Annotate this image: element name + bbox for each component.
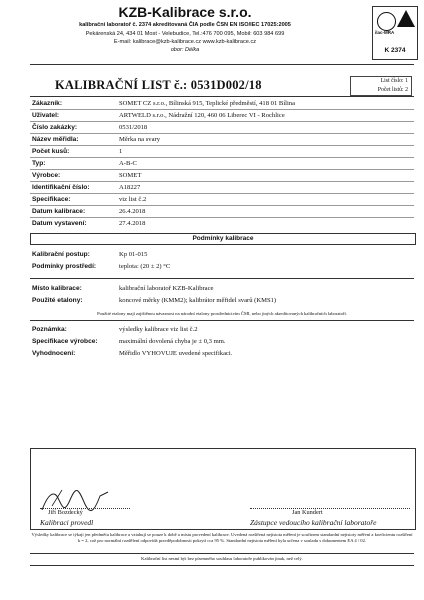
ilac-icon: [377, 12, 396, 31]
field-label: Kalibrační postup:: [32, 251, 90, 258]
accreditation-line: kalibrační laboratoř č. 2374 akreditovaná ČIA podle ČSN EN ISO/IEC 17025:2005: [79, 22, 291, 28]
left-signer-name: Jiří Bozdecký: [48, 509, 83, 516]
address-line: Pekárenská 24, 434 01 Most - Velebudice, Tel.:476 700 095, Mobil: 603 984 699: [85, 31, 285, 37]
sheet-info: [350, 76, 412, 96]
ilac-label: ilac-MRA: [375, 30, 395, 35]
field-value: A-B-C: [119, 160, 137, 167]
field-label: Uživatel:: [32, 112, 60, 119]
field-instrument-name: [30, 134, 414, 146]
footer-publication-note: Kalibrační list nesmí být bez písemného souhlasu laboratoře publikován jinak, než celý.: [141, 556, 303, 561]
field-value: Měřidlo VYHOVUJE uvedené specifikaci.: [119, 350, 233, 357]
field-label: Datum kalibrace:: [32, 208, 86, 215]
field-label: Specifikace:: [32, 196, 71, 203]
field-value: Kp 01-015: [119, 251, 148, 258]
field-value: Měrka na svary: [119, 136, 161, 143]
field-label: Výrobce:: [32, 172, 61, 179]
field-value: A18227: [119, 184, 141, 191]
field-customer: [30, 98, 414, 110]
field-order-number: [30, 122, 414, 134]
place-divider: [30, 320, 414, 321]
traceability-note: Použité etalony mají zajištěnou návaznost na národní etalony prostřednictvím ČMI, nebo jiných akreditovaných kalibračních laboratoří.: [97, 311, 347, 316]
field-label: Podmínky prostředí:: [32, 263, 97, 270]
field-value: výsledky kalibrace viz list č.2: [119, 326, 198, 333]
field-value: koncové měrky (KMM2); kalibrátor měřidel svarů (KMS1): [119, 297, 277, 304]
field-label: Použité etalony:: [32, 297, 83, 304]
footer-divider: [30, 553, 414, 554]
field-label: Identifikační číslo:: [32, 184, 90, 191]
field-value: 0531/2018: [119, 124, 148, 131]
field-label: Typ:: [32, 160, 46, 167]
calibration-place: [30, 283, 414, 294]
field-label: Místo kalibrace:: [32, 285, 82, 292]
field-label: Číslo zakázky:: [32, 124, 78, 131]
document-title: KALIBRAČNÍ LIST č.: 0531D002/18: [55, 78, 262, 92]
conditions-divider: [30, 278, 414, 279]
field-quantity: [30, 146, 414, 158]
field-value: ARTWELD s.r.o., Nádražní 120, 460 06 Liberec VI - Rochlice: [119, 112, 285, 119]
field-value: SOMET: [119, 172, 142, 179]
field-label: Počet kusů:: [32, 148, 70, 155]
field-issue-date: [30, 218, 414, 229]
company-name: KZB-Kalibrace s.r.o.: [118, 4, 252, 20]
manufacturer-specification: [30, 336, 414, 347]
right-signer-role: Zástupce vedoucího kalibrační laboratoře: [250, 518, 377, 527]
conditions-heading: Podmínky kalibrace: [30, 233, 416, 245]
used-standards: [30, 295, 414, 306]
field-label: Název měřidla:: [32, 136, 79, 143]
field-type: [30, 158, 414, 170]
field-calibration-date: [30, 206, 414, 218]
header-divider: [30, 64, 414, 65]
sheet-count: Počet listů: 2: [377, 86, 408, 93]
field-value: viz list č.2: [119, 196, 147, 203]
sheet-number: List číslo: 1: [380, 78, 408, 84]
lab-number: K 2374: [384, 47, 406, 54]
right-signer-name: Jan Kundert: [292, 509, 323, 516]
footer-disclaimer: Výsledky kalibrace se týkají jen předmětu kalibrace a vztahují se pouze k době a místu provedení kalibrace. Uvedená rozšířená nejistota měření je součinem standardní nejistoty měření a koeficientu rozšíření k = 2, což pro normální rozdělení odpovídá pravděpodobnosti pokrytí cca 95 %. Standardní nejistota měření byla určena v souladu s dokumentem EA 4 / 02.: [31, 532, 413, 543]
cia-triangle-icon: [397, 10, 415, 27]
title-divider: [30, 96, 414, 97]
field-value: teplota: (20 ± 2) °C: [119, 263, 171, 270]
field-label: Specifikace výrobce:: [32, 338, 98, 345]
environment-conditions: [30, 261, 414, 272]
field-label: Zákazník:: [32, 100, 63, 107]
field-line: obor: Délka: [170, 47, 200, 53]
field-value: 27.4.2018: [119, 220, 146, 227]
left-signer-role: Kalibraci provedl: [40, 518, 94, 527]
evaluation: [30, 348, 414, 359]
right-signature-line: [250, 508, 410, 509]
field-value: kalibrační laboratoř KZB-Kalibrace: [119, 285, 214, 292]
field-label: Datum vystavení:: [32, 220, 87, 227]
field-specification: [30, 194, 414, 206]
field-value: 26.4.2018: [119, 208, 146, 215]
field-value: 1: [119, 148, 123, 155]
field-id-number: [30, 182, 414, 194]
calibration-procedure: [30, 249, 414, 260]
remark: [30, 324, 414, 335]
field-value: SOMET CZ s.r.o., Bílinská 915, Teplické předměstí, 418 01 Bílina: [119, 100, 296, 107]
field-value: maximální dovolená chyba je ± 0,3 mm.: [119, 338, 226, 345]
field-manufacturer: [30, 170, 414, 182]
contact-line: E-mail: kalibrace@kzb-kalibrace.cz www.kzb-kalibrace.cz: [113, 39, 257, 45]
field-label: Vyhodnocení:: [32, 350, 76, 357]
field-user: [30, 110, 414, 122]
field-label: Poznámka:: [32, 326, 67, 333]
footer-bottom-line: [30, 565, 414, 566]
